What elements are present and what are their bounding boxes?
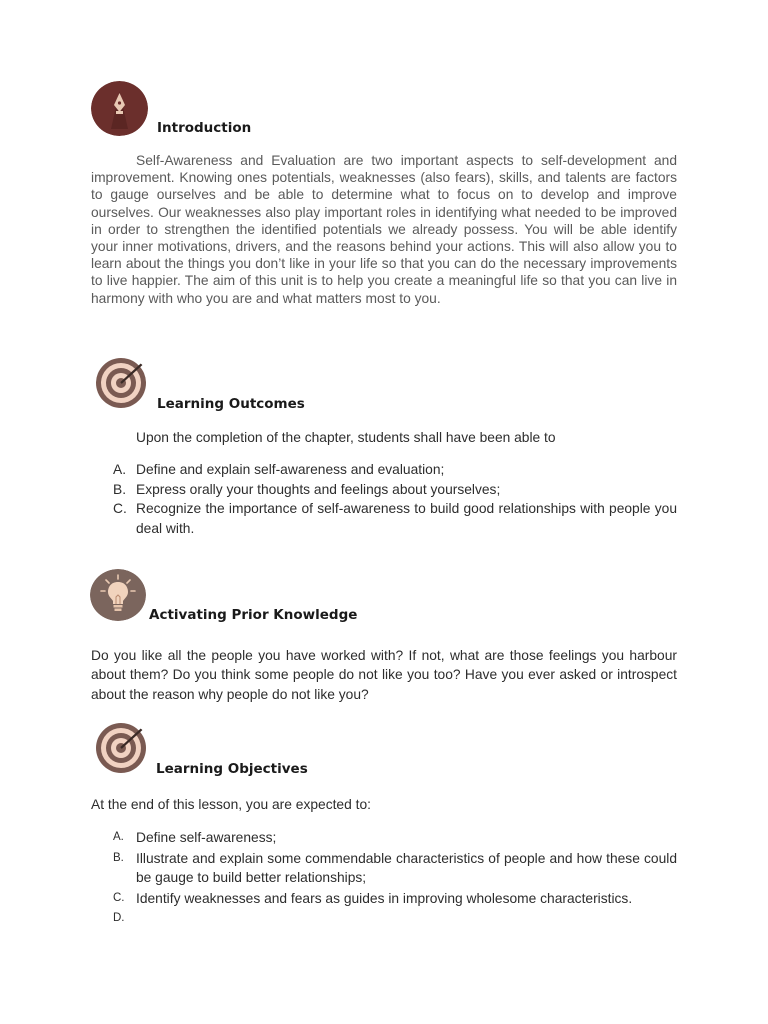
list-item-text: Identify weaknesses and fears as guides in improving wholesome characteristics. <box>136 890 633 906</box>
list-item <box>91 828 677 848</box>
introduction-line: to live happier. The aim of this unit is to help you create a meaningful life so that you can live in <box>91 273 677 289</box>
list-item-text: Define self-awareness; <box>136 830 277 845</box>
list-item <box>91 909 677 929</box>
list-item <box>91 499 677 538</box>
list-marker: C. <box>113 501 127 516</box>
learning-outcomes-intro: Upon the completion of the chapter, students shall have been able to <box>136 430 556 445</box>
introduction-line: harmony with who you are and what matters most to you. <box>91 290 441 306</box>
list-item-text: Express orally your thoughts and feelings about yourselves; <box>136 481 501 497</box>
list-marker: A. <box>113 462 127 477</box>
introduction-line: improvement. Knowing ones potentials, weaknesses (also fears), skills, and talents are factors <box>91 170 677 186</box>
list-item-text: Illustrate and explain some commendable characteristics of people and how these could be gauge to build better relationships; <box>136 850 677 885</box>
introduction-line: your inner motivations, drivers, and the reasons behind your actions. This will also allow you to <box>91 239 677 255</box>
list-marker: D. <box>113 912 125 924</box>
prior-knowledge-paragraph: Do you like all the people you have worked with? If not, what are those feelings you harbour about them? Do you think some people do not like you too? Have you ever asked or introspect about the reason why people do not like you? <box>91 648 677 702</box>
list-item <box>91 889 677 909</box>
introduction-line: in order to strengthen the identified potentials we already possess. You will be able identify <box>91 221 677 237</box>
target-icon <box>95 357 150 409</box>
introduction-line: ourselves. Our weaknesses also play important roles in identifying what needed to be improved <box>91 204 677 220</box>
learning-objectives-heading: Learning Objectives <box>156 761 308 777</box>
list-item <box>91 460 677 480</box>
introduction-paragraph <box>91 152 677 307</box>
list-marker: C. <box>113 891 125 904</box>
list-item-text: Recognize the importance of self-awareness to build good relationships with people you deal with. <box>136 501 677 536</box>
learning-outcomes-heading: Learning Outcomes <box>157 396 305 412</box>
learning-objectives-list <box>91 828 677 929</box>
lightbulb-icon <box>90 569 146 621</box>
pen-nib-icon <box>91 81 148 136</box>
list-item-text: Define and explain self-awareness and evaluation; <box>136 462 445 477</box>
prior-knowledge-heading: Activating Prior Knowledge <box>149 607 358 623</box>
introduction-line: Self-Awareness and Evaluation are two important aspects to self-development and <box>136 153 677 168</box>
list-item <box>91 480 677 500</box>
list-marker: B. <box>113 851 124 864</box>
list-marker: B. <box>113 481 127 497</box>
learning-outcomes-list <box>91 460 677 538</box>
target-icon <box>95 722 150 774</box>
list-marker: A. <box>113 831 124 843</box>
learning-objectives-intro: At the end of this lesson, you are expected to: <box>91 797 371 812</box>
list-item <box>91 849 677 888</box>
introduction-heading: Introduction <box>157 120 252 136</box>
introduction-line: to gauge ourselves and be able to determine what to focus on to develop and improve <box>91 187 677 203</box>
introduction-line: learn about the things you don’t like in your life so that you can do the necessary improvements <box>91 256 677 272</box>
